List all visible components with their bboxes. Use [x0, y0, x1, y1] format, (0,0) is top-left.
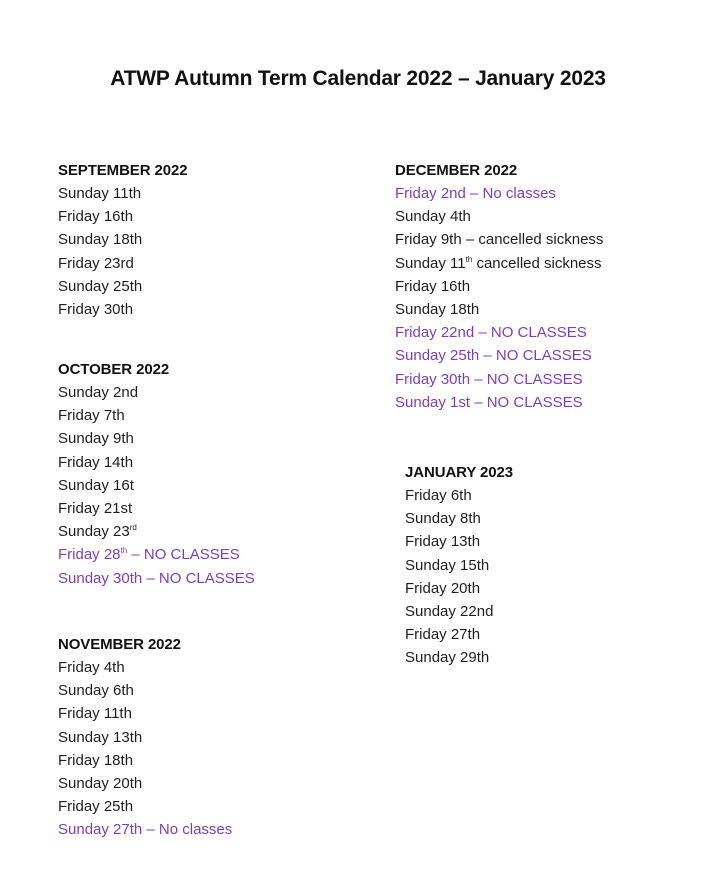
date-item-no-classes: Friday 2nd – No classes [395, 185, 556, 202]
date-item: Friday 11th [58, 705, 132, 723]
date-text: Sunday 11 [395, 254, 466, 272]
date-list [58, 656, 232, 842]
date-item: Sunday 4th [395, 208, 471, 226]
month-section-october [58, 358, 255, 590]
date-item-no-classes: Sunday 30th – NO CLASSES [58, 569, 255, 587]
date-item: Sunday 25th [58, 277, 143, 295]
ordinal-suffix: th [465, 254, 473, 264]
month-section-november [58, 633, 232, 842]
date-item-no-classes: Sunday 25th – NO CLASSES [395, 347, 592, 365]
date-text: Friday 28 [58, 546, 121, 564]
month-heading: DECEMBER 2022 [395, 162, 518, 179]
date-item: Friday 27th [405, 626, 481, 644]
date-item: Sunday 18th [58, 231, 143, 249]
date-item: Friday 30th [58, 300, 134, 318]
date-item: Friday 16th [395, 277, 471, 295]
date-item: Friday 23rd [58, 254, 134, 272]
date-item: Friday 18th [58, 751, 134, 769]
month-section-september [58, 159, 187, 321]
month-heading: JANUARY 2023 [405, 464, 514, 481]
date-item: Friday 6th [405, 487, 472, 504]
month-heading: OCTOBER 2022 [58, 361, 170, 378]
date-item: Sunday 11th [58, 185, 142, 202]
page-title: ATWP Autumn Term Calendar 2022 – January 2023 [110, 67, 606, 90]
date-item-no-classes: Friday 30th – NO CLASSES [395, 370, 583, 388]
date-item: Sunday 29th [405, 649, 490, 667]
note-text: – NO CLASSES [127, 546, 240, 564]
date-item: Sunday 20th [58, 774, 143, 792]
date-item: Friday 7th [58, 407, 125, 425]
date-item: Sunday 2nd [58, 384, 139, 401]
date-item-cancelled: Friday 9th – cancelled sickness [395, 231, 604, 249]
date-list [405, 484, 513, 670]
date-item: Friday 13th [405, 533, 481, 551]
ordinal-suffix: th [120, 546, 128, 556]
date-item: Friday 14th [58, 453, 134, 471]
month-section-december [395, 159, 603, 414]
date-text: Sunday 23 [58, 523, 130, 541]
date-item: Sunday 8th [405, 510, 481, 528]
date-item: Friday 21st [58, 499, 133, 517]
month-heading: SEPTEMBER 2022 [58, 162, 188, 179]
date-item: Friday 4th [58, 659, 125, 676]
date-item [58, 520, 255, 543]
date-item: Sunday 22nd [405, 602, 494, 620]
date-item: Friday 25th [58, 798, 134, 816]
date-item: Sunday 6th [58, 682, 134, 700]
date-item: Sunday 15th [405, 556, 490, 574]
date-list [58, 381, 255, 590]
date-item: Sunday 18th [395, 300, 480, 318]
date-item: Friday 16th [58, 208, 134, 226]
date-item: Sunday 16t [58, 476, 134, 494]
date-item-cancelled [395, 252, 603, 275]
ordinal-suffix: rd [129, 523, 137, 533]
month-section-january [405, 461, 513, 670]
date-item: Sunday 9th [58, 430, 134, 448]
date-item-no-classes: Friday 22nd – NO CLASSES [395, 324, 587, 342]
date-item-no-classes [58, 543, 255, 566]
date-item: Friday 20th [405, 579, 481, 597]
date-list [395, 182, 603, 414]
date-item-no-classes: Sunday 27th – No classes [58, 821, 233, 839]
note-text: cancelled sickness [472, 254, 602, 272]
date-item-no-classes: Sunday 1st – NO CLASSES [395, 393, 583, 411]
date-item: Sunday 13th [58, 728, 143, 746]
date-list [58, 182, 187, 321]
month-heading: NOVEMBER 2022 [58, 636, 181, 653]
